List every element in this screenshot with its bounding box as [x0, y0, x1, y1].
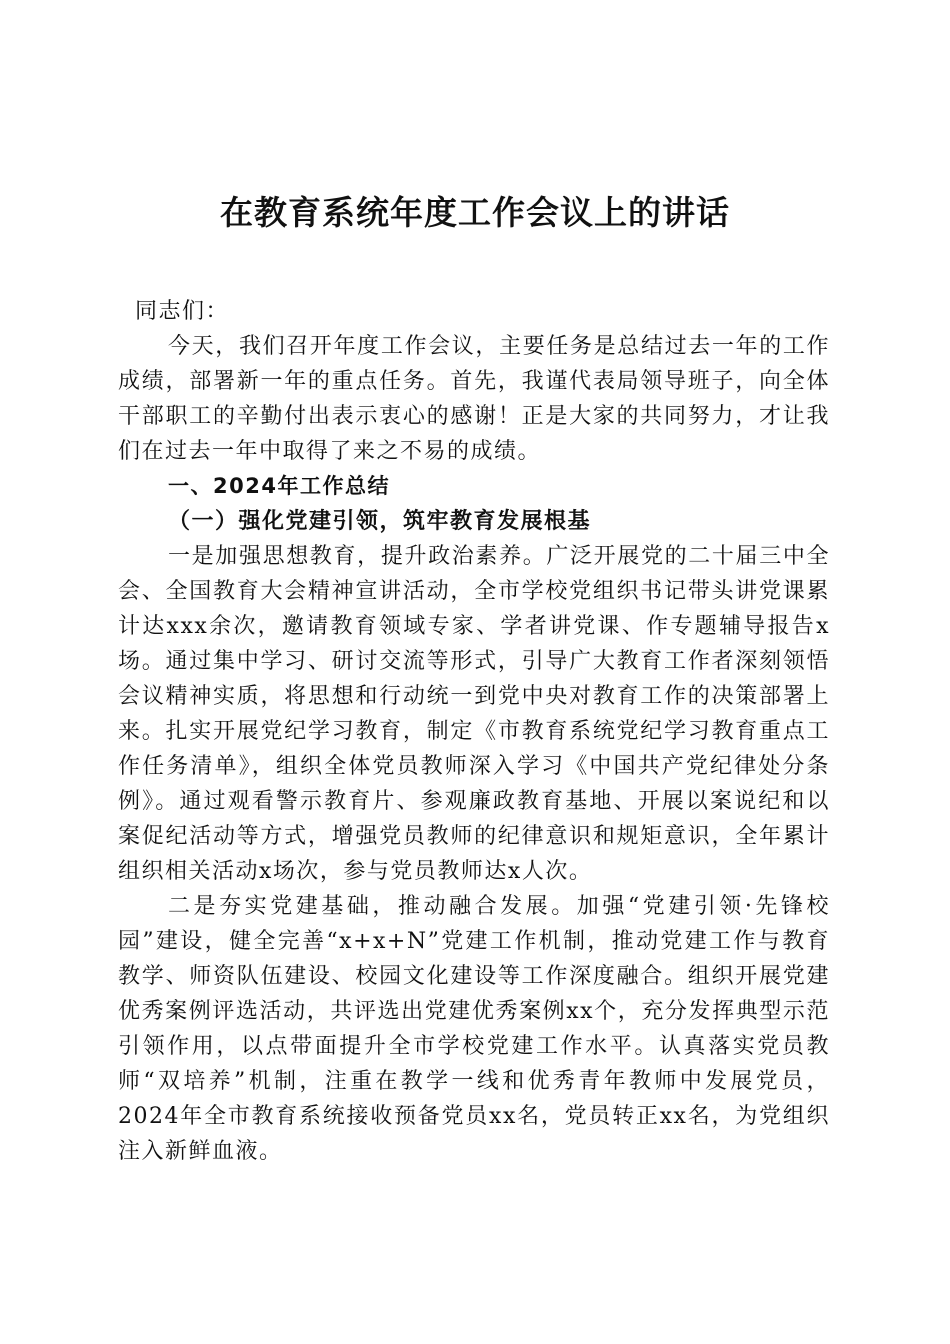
document-body: [118, 294, 830, 1169]
salutation: 同志们：: [135, 299, 230, 324]
subsection-heading: （一）强化党建引领，筑牢教育发展根基: [168, 508, 592, 534]
body-paragraph-1: 一是加强思想教育，提升政治素养。广泛开展党的二十届三中全会、全国教育大会精神宣讲活动，全市学校党组织书记带头讲党课累计达xxx余次，邀请教育领域专家、学者讲党课、作专题辅导报告x场。通过集中学习、研讨交流等形式，引导广大教育工作者深刻领悟会议精神实质，将思想和行动统一到党中央对教育工作的决策部署上来。扎实开展党纪学习教育，制定《市教育系统党纪学习教育重点工作任务清单》，组织全体党员教师深入学习《中国共产党纪律处分条例》。通过观看警示教育片、参观廉政教育基地、开展以案说纪和以案促纪活动等方式，增强党员教师的纪律意识和规矩意识，全年累计组织相关活动x场次，参与党员教师达x人次。: [118, 544, 830, 884]
intro-paragraph: 今天，我们召开年度工作会议，主要任务是总结过去一年的工作成绩，部署新一年的重点任务。首先，我谨代表局领导班子，向全体干部职工的辛勤付出表示衷心的感谢！正是大家的共同努力，才让我们在过去一年中取得了来之不易的成绩。: [118, 334, 830, 464]
section-heading: 一、2024年工作总结: [168, 474, 390, 498]
body-paragraph-2: 二是夯实党建基础，推动融合发展。加强“党建引领·先锋校园”建设，健全完善“x+x+N”党建工作机制，推动党建工作与教育教学、师资队伍建设、校园文化建设等工作深度融合。组织开展党建优秀案例评选活动，共评选出党建优秀案例xx个，充分发挥典型示范引领作用，以点带面提升全市学校党建工作水平。认真落实党员教师“双培养”机制，注重在教学一线和优秀青年教师中发展党员，2024年全市教育系统接收预备党员xx名，党员转正xx名，为党组织注入新鲜血液。: [118, 894, 830, 1164]
document-title: 在教育系统年度工作会议上的讲话: [220, 193, 730, 232]
